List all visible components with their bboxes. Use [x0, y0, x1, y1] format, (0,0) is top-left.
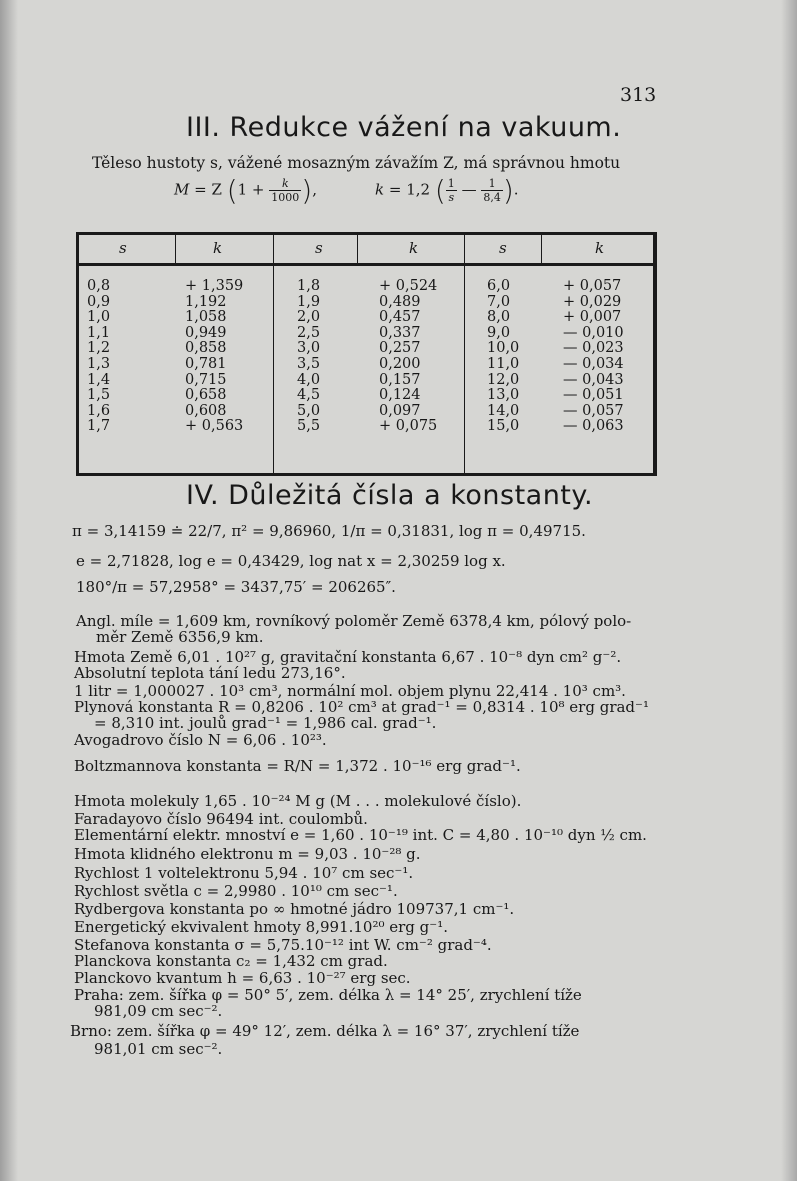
- table-cell: + 0,007: [563, 309, 622, 326]
- formula-m-paren-close: ): [301, 174, 313, 207]
- formula-k-paren-open: (: [434, 174, 446, 207]
- formula-m-num: k: [269, 177, 301, 191]
- formula-k-eq: = 1,2: [388, 180, 431, 199]
- table-cell: 1,0: [87, 309, 111, 326]
- table-cell: 1,3: [87, 355, 111, 372]
- column-k-2: [379, 279, 437, 435]
- table-cell: 12,0: [487, 371, 520, 388]
- page-edge-shadow: [781, 0, 797, 1181]
- table-cell: 2,5: [297, 324, 321, 341]
- header-k-3: k: [595, 239, 605, 257]
- table-cell: 0,858: [185, 340, 227, 357]
- table-cell: 6,0: [487, 278, 511, 294]
- constant-line: Plynová konstanta R = 0,8206 . 10² cm³ at grad⁻¹ = 0,8314 . 10⁸ erg grad⁻¹: [74, 698, 649, 716]
- table-cell: — 0,043: [563, 371, 624, 388]
- table-cell: 15,0: [487, 418, 520, 435]
- constant-line: Rychlost světla c = 2,9980 . 10¹⁰ cm sec⁻¹.: [74, 882, 398, 900]
- section-heading-reduction: III. Redukce vážení na vakuum.: [186, 112, 622, 143]
- constant-line: e = 2,71828, log e = 0,43429, log nat x = 2,30259 log x.: [76, 552, 506, 570]
- table-cell: 1,058: [185, 309, 227, 326]
- table-cell: 8,0: [487, 309, 511, 326]
- formula-k-fraction-2: [481, 177, 503, 204]
- table-cell: — 0,010: [563, 324, 624, 341]
- table-cell: — 0,051: [563, 387, 624, 404]
- constant-line: Brno: zem. šířka φ = 49° 12′, zem. délka λ = 16° 37′, zrychlení tíže: [70, 1022, 580, 1040]
- table-cell: 1,9: [297, 293, 321, 310]
- column-s-1: [87, 279, 110, 435]
- constant-line: π = 3,14159 ≐ 22/7, π² = 9,86960, 1/π = 0,31831, log π = 0,49715.: [72, 522, 586, 540]
- table-cell: 10,0: [487, 340, 520, 357]
- table-cell: 0,8: [87, 278, 111, 294]
- table-cell: 11,0: [487, 355, 520, 372]
- constant-line: Praha: zem. šířka φ = 50° 5′, zem. délka λ = 14° 25′, zrychlení tíže: [74, 986, 582, 1004]
- formula-mass: M = Z (1 + $\frac{k}{1000}$ ),: [174, 174, 318, 207]
- table-cell: 0,097: [379, 402, 421, 419]
- table-cell: 1,5: [87, 387, 111, 404]
- section-heading-constants: IV. Důležitá čísla a konstanty.: [186, 480, 594, 511]
- table-cell: 1,8: [297, 278, 321, 294]
- constant-line: Angl. míle = 1,609 km, rovníkový poloměr Země 6378,4 km, pólový polo-: [76, 612, 632, 630]
- constant-line: Rychlost 1 voltelektronu 5,94 . 10⁷ cm sec⁻¹.: [74, 864, 414, 882]
- table-cell: — 0,057: [563, 402, 624, 419]
- constant-line: = 8,310 int. joulů grad⁻¹ = 1,986 cal. grad⁻¹.: [94, 714, 437, 732]
- table-cell: 1,7: [87, 418, 111, 435]
- formula-m-paren-open: (: [226, 174, 238, 207]
- table-divider: [175, 235, 176, 263]
- table-cell: 4,0: [297, 371, 321, 388]
- formula-k-paren-close: ): [502, 174, 514, 207]
- table-cell: — 0,063: [563, 418, 624, 435]
- header-k-2: k: [409, 239, 419, 257]
- constant-line: Rydbergova konstanta po ∞ hmotné jádro 109737,1 cm⁻¹.: [74, 900, 515, 918]
- table-cell: 3,5: [297, 355, 321, 372]
- page-binding-shadow: [0, 0, 18, 1181]
- table-cell: + 0,524: [379, 278, 438, 294]
- table-header-row: [79, 235, 653, 266]
- table-cell: 7,0: [487, 293, 511, 310]
- column-k-3: [563, 279, 624, 435]
- table-cell: + 0,057: [563, 278, 622, 294]
- table-cell: 0,457: [379, 309, 421, 326]
- constant-line: 981,01 cm sec⁻².: [94, 1040, 223, 1058]
- column-s-2: [297, 279, 320, 435]
- table-cell: 0,608: [185, 402, 227, 419]
- table-cell: — 0,034: [563, 355, 624, 372]
- constant-line: Faradayovo číslo 96494 int. coulombů.: [74, 810, 368, 828]
- formula-k-num2: 1: [481, 177, 503, 191]
- constant-line: Absolutní teplota tání ledu 273,16°.: [74, 664, 346, 682]
- constant-line: Energetický ekvivalent hmoty 8,991.10²⁰ erg g⁻¹.: [74, 918, 448, 936]
- section-intro: Těleso hustoty s, vážené mosazným závažím Z, má správnou hmotu: [92, 154, 621, 172]
- formula-k-den2: 8,4: [483, 191, 501, 204]
- formula-k-num1: 1: [447, 177, 455, 190]
- constant-line: měr Země 6356,9 km.: [96, 628, 264, 646]
- column-s-3: [487, 279, 519, 435]
- table-cell: 0,124: [379, 387, 421, 404]
- formula-m-den: 1000: [271, 191, 300, 204]
- header-k-1: k: [213, 239, 223, 257]
- table-cell: 0,337: [379, 324, 421, 341]
- table-cell: 0,157: [379, 371, 421, 388]
- header-s-1: s: [119, 239, 127, 257]
- table-cell: 0,200: [379, 355, 421, 372]
- formula-k-minus: —: [461, 180, 477, 199]
- table-divider: [357, 235, 358, 263]
- constant-line: 1 litr = 1,000027 . 10³ cm³, normální mol. objem plynu 22,414 . 10³ cm³.: [74, 682, 626, 700]
- constant-line: Hmota molekuly 1,65 . 10⁻²⁴ M g (M . . . molekulové číslo).: [74, 792, 522, 810]
- constant-line: Boltzmannova konstanta = R/N = 1,372 . 10⁻¹⁶ erg grad⁻¹.: [74, 757, 521, 775]
- table-cell: 9,0: [487, 324, 511, 341]
- constant-line: Elementární elektr. mnoství e = 1,60 . 10⁻¹⁹ int. C = 4,80 . 10⁻¹⁰ dyn ½ cm.: [74, 826, 647, 844]
- vacuum-correction-table: [76, 232, 657, 476]
- formula-k-den1: s: [448, 191, 455, 204]
- table-divider: [541, 235, 542, 263]
- table-cell: 0,715: [185, 371, 227, 388]
- constant-line: Hmota klidného elektronu m = 9,03 . 10⁻²⁸ g.: [74, 845, 421, 863]
- table-cell: 1,2: [87, 340, 111, 357]
- formula-m-eq: = Z: [194, 180, 222, 199]
- table-cell: 1,6: [87, 402, 111, 419]
- table-cell: + 0,563: [185, 418, 244, 435]
- constant-line: Planckova konstanta c₂ = 1,432 cm grad.: [74, 952, 388, 970]
- table-cell: 0,489: [379, 293, 421, 310]
- constant-line: 981,09 cm sec⁻².: [94, 1002, 223, 1020]
- table-cell: 1,192: [185, 293, 227, 310]
- table-cell: + 0,029: [563, 293, 622, 310]
- constant-line: Hmota Země 6,01 . 10²⁷ g, gravitační konstanta 6,67 . 10⁻⁸ dyn cm² g⁻².: [74, 648, 622, 666]
- table-cell: 1,1: [87, 324, 111, 341]
- table-cell: 4,5: [297, 387, 321, 404]
- table-cell: 5,5: [297, 418, 321, 435]
- constant-line: 180°/π = 57,2958° = 3437,75′ = 206265″.: [76, 578, 396, 596]
- table-cell: + 0,075: [379, 418, 438, 435]
- formula-k: k = 1,2 ( $\frac{1}{s}$ — $\frac{1}{8,4}$ ).: [375, 174, 519, 207]
- table-cell: 2,0: [297, 309, 321, 326]
- table-cell: 1,4: [87, 371, 111, 388]
- formula-k-fraction-1: [446, 177, 457, 204]
- table-cell: — 0,023: [563, 340, 624, 357]
- table-cell: 5,0: [297, 402, 321, 419]
- formula-m-one-plus: 1 +: [237, 180, 265, 199]
- table-divider: [464, 235, 465, 473]
- table-cell: 0,658: [185, 387, 227, 404]
- table-divider: [273, 235, 274, 473]
- table-cell: + 1,359: [185, 278, 244, 294]
- formula-m-lhs: M: [174, 180, 190, 199]
- table-cell: 0,9: [87, 293, 111, 310]
- table-cell: 0,949: [185, 324, 227, 341]
- table-cell: 13,0: [487, 387, 520, 404]
- formula-m-fraction: [269, 177, 301, 204]
- table-cell: 14,0: [487, 402, 520, 419]
- page-number: 313: [620, 84, 657, 106]
- table-cell: 3,0: [297, 340, 321, 357]
- formula-k-lhs: k: [375, 180, 385, 199]
- header-s-2: s: [315, 239, 323, 257]
- header-s-3: s: [499, 239, 507, 257]
- table-cell: 0,257: [379, 340, 421, 357]
- constant-line: Planckovo kvantum h = 6,63 . 10⁻²⁷ erg sec.: [74, 969, 411, 987]
- constant-line: Stefanova konstanta σ = 5,75.10⁻¹² int W. cm⁻² grad⁻⁴.: [74, 936, 492, 954]
- table-cell: 0,781: [185, 355, 227, 372]
- constant-line: Avogadrovo číslo N = 6,06 . 10²³.: [74, 731, 327, 749]
- column-k-1: [185, 279, 243, 435]
